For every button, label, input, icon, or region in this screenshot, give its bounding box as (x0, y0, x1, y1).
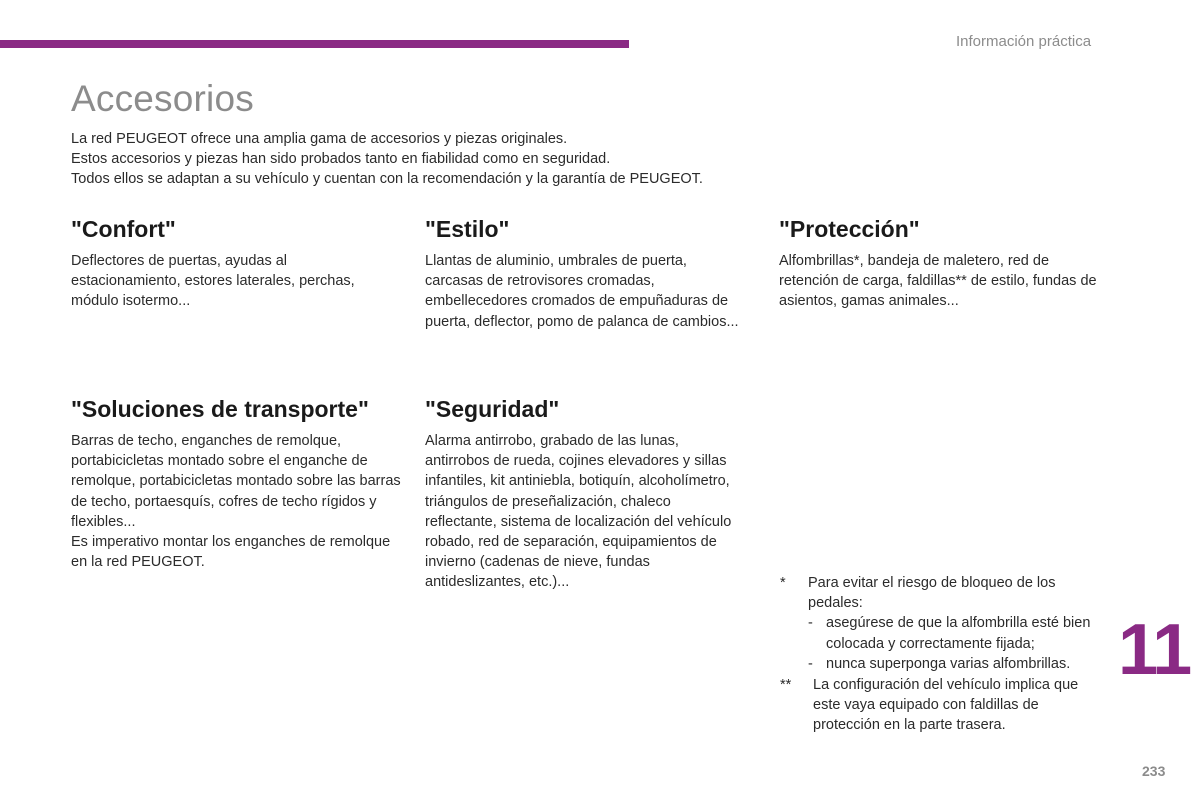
footnote-item (808, 613, 1100, 653)
section-body: Llantas de aluminio, umbrales de puerta, carcasas de retrovisores cromadas, embellecedores cromados de empuñaduras de puerta, deflector, pomo de palanca de cambios... (425, 253, 739, 330)
section-body: Alfombrillas*, bandeja de maletero, red de retención de carga, faldillas** de estilo, fundas de asientos, gamas animales... (779, 253, 1097, 310)
footnote-item-text: asegúrese de que la alfombrilla esté bien colocada y correctamente fijada; (826, 615, 1091, 652)
header-accent-bar (0, 40, 629, 48)
section-proteccion (779, 215, 1109, 312)
chapter-number: 11 (1118, 610, 1191, 690)
page-title: Accesorios (71, 78, 254, 119)
section-body: Barras de techo, enganches de remolque, portabicicletas montado sobre el enganche de remolque, portabicicletas montado sobre las barras de techo, portaesquís, cofres de techo rígidos y flexibles... (71, 433, 401, 530)
intro-line: Todos ellos se adaptan a su vehículo y cuentan con la recomendación y la garantía de PEUGEOT. (71, 171, 703, 187)
section-estilo (425, 215, 740, 332)
footnote-marker: * (780, 575, 786, 591)
section-title: "Protección" (779, 216, 920, 242)
section-title: "Seguridad" (425, 396, 560, 422)
footnote-1 (780, 573, 1100, 674)
section-soluciones-transporte (71, 395, 401, 572)
section-label: Información práctica (956, 33, 1092, 50)
footnotes (780, 573, 1100, 736)
dash-marker: - (808, 615, 813, 632)
intro-line: La red PEUGEOT ofrece una amplia gama de accesorios y piezas originales. (71, 131, 568, 147)
footnote-marker: ** (780, 677, 792, 694)
section-seguridad (425, 395, 743, 593)
footnote-text: La configuración del vehículo implica que este vaya equipado con faldillas de protección en la parte trasera. (813, 677, 1079, 734)
section-body-note: Es imperativo montar los enganches de remolque en la red PEUGEOT. (71, 534, 391, 571)
intro-line: Estos accesorios y piezas han sido probados tanto en fiabilidad como en seguridad. (71, 151, 611, 167)
footnote-2 (780, 675, 1100, 736)
page-number: 233 (1142, 763, 1166, 779)
section-title: "Confort" (71, 216, 176, 242)
footnote-item (808, 654, 1100, 674)
footnote-text: Para evitar el riesgo de bloqueo de los pedales: (808, 575, 1056, 612)
intro-text (71, 129, 771, 189)
section-confort (71, 215, 396, 312)
section-title: "Soluciones de transporte" (71, 396, 369, 422)
section-title: "Estilo" (425, 216, 510, 242)
section-body: Alarma antirrobo, grabado de las lunas, antirrobos de rueda, cojines elevadores y sillas infantiles, kit antiniebla, botiquín, alcoholímetro, triángulos de preseñalización, chaleco reflectante, sistema de localización del vehículo robado, red de separación, equipamientos de invierno (cadenas de nieve, fundas antideslizantes, etc.)... (425, 433, 732, 591)
footnote-item-text: nunca superponga varias alfombrillas. (826, 655, 1071, 672)
section-body: Deflectores de puertas, ayudas al estacionamiento, estores laterales, perchas, módulo isotermo... (71, 253, 355, 310)
dash-marker: - (808, 655, 813, 672)
